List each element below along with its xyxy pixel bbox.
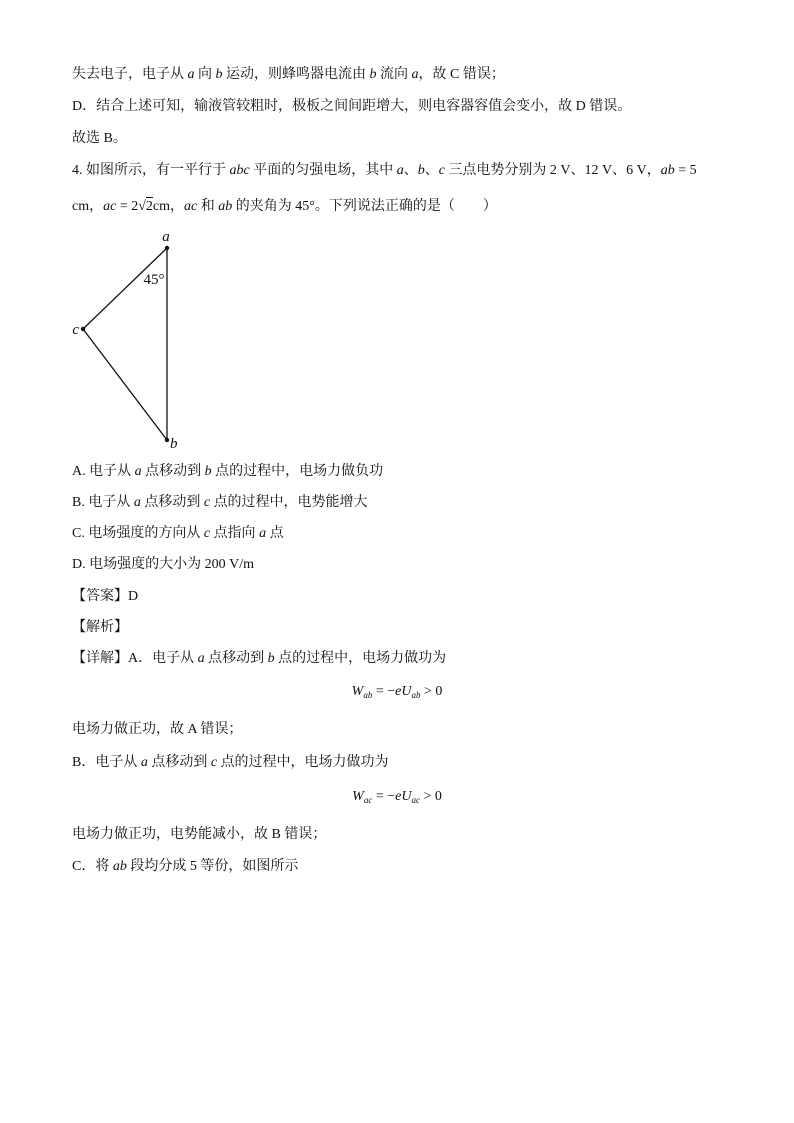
text-run: 点的过程中，电势能增大	[210, 495, 368, 510]
text-run: > 0	[420, 684, 443, 699]
math-variable: e	[395, 789, 402, 804]
math-variable: a	[197, 651, 205, 666]
label-a: a	[162, 229, 170, 245]
math-variable: b	[369, 67, 377, 82]
math-variable: a	[396, 163, 404, 178]
text-run: 、	[424, 163, 439, 178]
math-variable: a	[140, 755, 148, 770]
option-b	[72, 493, 368, 513]
answer-value: D	[128, 589, 139, 604]
text-run: 点的过程中，电场力做功为	[217, 755, 389, 770]
text-run: D. 电场强度的大小为 200 V/m	[72, 557, 254, 572]
text-run: 点移动到	[141, 464, 205, 479]
side-ac	[83, 248, 167, 329]
math-variable: b	[215, 67, 223, 82]
math-subscript: ac	[411, 795, 420, 805]
text-run: = 2	[116, 199, 139, 214]
text-run: 运动，则蜂鸣器电流由	[222, 67, 370, 82]
math-subscript: ab	[363, 690, 373, 700]
text-run: B．电子从	[72, 755, 141, 770]
text-run: 点的过程中，电场力做负功	[211, 464, 384, 479]
text-run: 点	[266, 526, 284, 541]
text-run: C. 电场强度的方向从	[72, 526, 204, 541]
text-run: 点移动到	[147, 755, 211, 770]
math-variable: ab	[112, 859, 127, 874]
math-subscript: ab	[411, 690, 421, 700]
triangle-figure	[0, 220, 220, 460]
text-run: 故选 B。	[72, 131, 127, 146]
math-variable: W	[352, 789, 364, 804]
option-d	[72, 555, 254, 575]
text-run: 【详解】A．电子从	[72, 651, 198, 666]
math-variable: a	[187, 67, 195, 82]
answer-label: 【答案】	[72, 589, 128, 604]
text-run: B. 电子从	[72, 495, 134, 510]
label-c: c	[72, 322, 79, 338]
math-variable: ac	[184, 199, 198, 214]
question-stem-line2	[72, 197, 497, 217]
text-run: 的夹角为 45°。下列说法正确的是（ ）	[232, 199, 497, 214]
angle-label: 45°	[143, 272, 165, 288]
text-run: 电场力做正功，故 A 错误；	[72, 722, 243, 737]
math-variable: c	[210, 755, 218, 770]
text-run: > 0	[419, 789, 442, 804]
text-run: 三点电势分别为 2 V、12 V、6 V，	[444, 163, 661, 178]
point-a	[165, 246, 169, 250]
label-b: b	[170, 436, 178, 452]
text-run: C．将	[72, 859, 113, 874]
math-variable: ac	[103, 199, 117, 214]
option-c	[72, 524, 284, 544]
math-variable: c	[203, 495, 211, 510]
analysis-heading: 【解析】	[72, 620, 128, 635]
math-subscript: ac	[363, 795, 373, 805]
text-run: 平面的匀强电场，其中	[249, 163, 397, 178]
math-variable: U	[401, 789, 412, 804]
text-run: √	[138, 199, 146, 214]
text-run: = −	[372, 684, 396, 699]
text-run: = 5	[674, 163, 697, 178]
text-run: 点移动到	[140, 495, 204, 510]
text-run: cm，	[152, 199, 185, 214]
math-variable: b	[204, 464, 212, 479]
text-run: 点移动到	[204, 651, 268, 666]
text-run: 点的过程中，电场力做功为	[274, 651, 447, 666]
side-cb	[83, 329, 167, 440]
math-variable: b	[417, 163, 425, 178]
math-variable: a	[133, 495, 141, 510]
formula-w-ac	[0, 786, 794, 808]
analysis-result-b	[72, 825, 326, 845]
math-variable: a	[134, 464, 142, 479]
analysis-detail-c	[72, 857, 298, 877]
overlined-digit: 2	[145, 199, 153, 214]
text-run: 流向	[376, 67, 412, 82]
math-variable: a	[411, 67, 419, 82]
text-run: 4. 如图所示，有一平行于	[72, 163, 230, 178]
answer-line	[72, 587, 138, 607]
math-variable: e	[395, 684, 402, 699]
analysis-result-a	[72, 720, 242, 740]
analysis-detail-b	[72, 753, 389, 773]
math-variable: c	[438, 163, 445, 178]
text-run: 向	[194, 67, 216, 82]
math-variable: a	[259, 526, 267, 541]
text-run: cm，	[72, 199, 104, 214]
math-variable: ab	[660, 163, 675, 178]
math-variable: abc	[229, 163, 250, 178]
point-c	[81, 327, 85, 331]
math-variable: c	[203, 526, 211, 541]
text-run: 和	[197, 199, 219, 214]
math-variable: U	[401, 684, 412, 699]
text-run: = −	[372, 789, 396, 804]
option-a	[72, 462, 383, 482]
text-run: 电场力做正功，电势能减小，故 B 错误；	[72, 827, 327, 842]
text-run: 点指向	[210, 526, 260, 541]
math-variable: b	[267, 651, 275, 666]
prev-solution-d-item	[72, 97, 631, 117]
prev-solution-choice	[72, 129, 127, 149]
text-run: D．结合上述可知，输液管较粗时，极板之间间距增大，则电容器容值会变小，故 D 错误。	[72, 99, 632, 114]
math-variable: W	[351, 684, 364, 699]
text-run: A. 电子从	[72, 464, 135, 479]
prev-solution-c-conclusion	[72, 65, 505, 85]
question-stem-line1	[72, 161, 697, 181]
point-b	[165, 438, 169, 442]
text-run: 、	[403, 163, 418, 178]
math-variable: ab	[218, 199, 233, 214]
analysis-detail-a	[72, 649, 446, 669]
text-run: 失去电子，电子从	[72, 67, 188, 82]
text-run: ，故 C 错误；	[418, 67, 505, 82]
formula-w-ab	[0, 681, 794, 703]
text-run: 段均分成 5 等份，如图所示	[126, 859, 299, 874]
